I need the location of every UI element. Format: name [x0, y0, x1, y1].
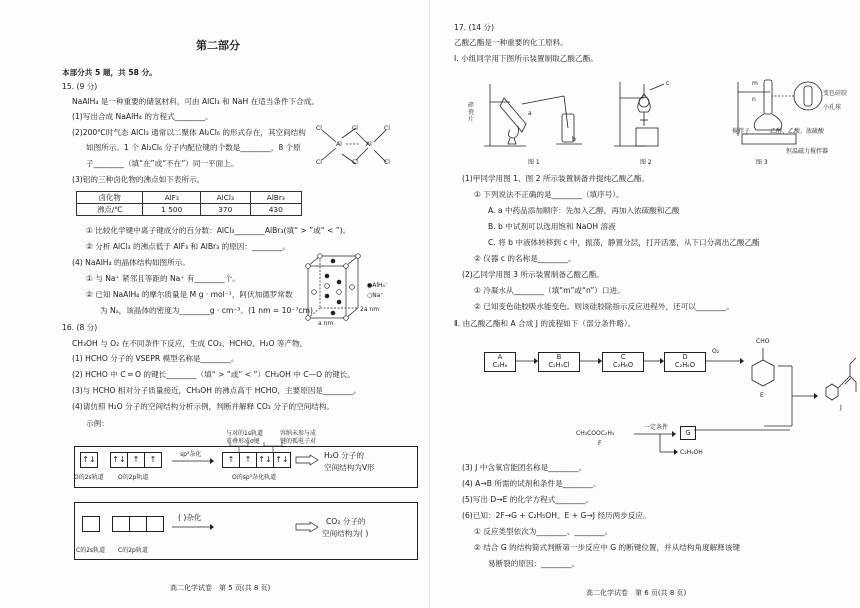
q17-sub1-1: ① 下列说法不正确的是________（填序号）。 [474, 190, 624, 199]
q17-sub2-1: ① 冷凝水从________（填“m”或“n”）口进。 [474, 286, 625, 295]
fig2-label-c: c [666, 80, 670, 87]
q17-sub2: (2)乙同学用图 3 所示装置制备乙酸乙酯。 [462, 270, 604, 279]
right-page [430, 0, 860, 608]
q15-part4-sub2-line2: 为 Nₐ，该晶体的密度为________g · cm⁻³。(1 nm = 10⁻⁷cm) [100, 306, 313, 315]
q15-head: 15. (9 分) [62, 82, 98, 91]
compound-j-label: J [840, 404, 842, 411]
table-cell: 430 [250, 204, 301, 216]
reagent-mix-label: 乙醇、乙酸、浓硫酸 [770, 128, 825, 135]
co2-result-line1: CO₂ 分子的 [326, 517, 366, 526]
figure1-caption: 图 1 [528, 159, 540, 166]
annotation-sigma: 与对的1s轨道 [226, 430, 263, 437]
c-2s-orbital-blank [82, 516, 100, 532]
annotation-sigma-2: 重叠形成σ键 [226, 438, 260, 445]
table-cell: 1 500 [143, 204, 201, 216]
q15-part2-line1: (2)200℃时气态 AlCl₃ 通常以二聚体 Al₂Cl₆ 的形式存在，其空间结构 [72, 128, 306, 137]
chlorine-label: Cl [316, 159, 322, 166]
option-a: A. a 中药品添加顺序：先加入乙醇，再加入浓硫酸和乙酸 [488, 206, 680, 215]
h2o-result-line1: H₂O 分子的 [324, 451, 364, 460]
table-cell: 沸点/℃ [77, 204, 143, 216]
dimension-a-label: a nm [318, 320, 334, 327]
c-2p-orbital-blank [129, 516, 147, 532]
option-b: B. b 中试剂可以选用饱和 NaOH 溶液 [488, 222, 616, 231]
q17-sub2-2: ② 已知变色硅胶吸水能变色。则该硅胶除指示反应进程外，还可以________。 [474, 302, 734, 311]
q16-stem: CH₃OH 与 O₂ 在不同条件下反应，生成 CO₂、HCHO、H₂O 等产物。 [72, 339, 308, 348]
q15-part3-sub2: ② 分析 AlCl₃ 的沸点低于 AlF₃ 和 AlBr₃ 的原因：________。 [86, 242, 290, 251]
q15-part3: (3)铝的三种卤化物的沸点如下表所示。 [72, 175, 205, 184]
table-row [77, 204, 302, 216]
fig1-label-b: b [572, 136, 576, 143]
q16-part2: (2) HCHO 中 C ═ O 的键长________（填“ > ”或“ < ”）CH₃OH 中 C—O 的键长。 [72, 370, 355, 379]
fig3-label-m: m [752, 80, 758, 87]
aldehyde-group-label: CHO [756, 338, 770, 345]
o-sp3-label: O的sp³杂化轨道 [232, 474, 277, 481]
broken-porcelain-label: 碎瓷片 [468, 102, 475, 123]
g-to-merge-line [694, 426, 790, 434]
o-2p-orbital: ↑↓ [110, 452, 128, 468]
q16-part3: (3)与 HCHO 相对分子质量接近，CH₃OH 的沸点高于 HCHO，主要原因是________。 [72, 386, 361, 395]
chlorine-label: Cl [384, 125, 390, 132]
chlorine-label: Cl [316, 125, 322, 132]
flow-arrows [514, 356, 744, 366]
q17-part2: Ⅱ. 由乙酸乙酯和 A 合成 J 的流程如下（部分条件略）。 [454, 319, 636, 328]
q15-stem: NaAlH₄ 是一种重要的储氢材料，可由 AlCl₃ 和 NaH 在适当条件下合成。 [72, 97, 319, 106]
sp3-orbital: ↑↓ [273, 452, 291, 468]
q15-part1: (1)写出合成 NaAlH₄ 的方程式________。 [72, 112, 213, 121]
o-2s-label: O的2s轨道 [74, 474, 104, 481]
ethanol-byproduct-label: C₂H₅OH [680, 449, 703, 456]
figure2-apparatus [610, 76, 690, 152]
q17-stem: 乙酸乙酯是一种重要的化工原料。 [454, 38, 568, 47]
q17-sub6: (6)已知：2F→G + C₂H₅OH。E + G→J 经历两步反应。 [462, 511, 651, 520]
compound-c-letter: C [620, 353, 626, 361]
table-cell: AlBr₃ [250, 192, 301, 204]
q16-part1: (1) HCHO 分子的 VSEPR 模型名称是________。 [72, 354, 239, 363]
arrow-icon [172, 522, 214, 532]
q16-head: 16. (8 分) [62, 323, 98, 332]
fig3-label-n: n [752, 96, 756, 103]
page-footer-right: 高二化学试卷 第 6 页(共 8 页) [586, 589, 687, 597]
example-label: 示例： [86, 419, 109, 428]
table-cell: 卤化物 [77, 192, 143, 204]
condition-label: 一定条件 [644, 424, 669, 431]
q17-sub4: (4) A→B 所需的试剂和条件是________。 [462, 479, 601, 488]
q15-part2-line2: 如图所示。1 个 Al₂Cl₆ 分子内配位键的个数是________，8 个原 [86, 143, 301, 152]
fig1-label-a: a [528, 110, 532, 117]
chlorine-label: Cl [352, 125, 358, 132]
option-c: C. 将 b 中液体转移到 c 中，振荡，静置分层，打开活塞，从下口分离出乙酸乙酯 [488, 238, 760, 247]
c-2p-orbital-blank [146, 516, 164, 532]
aluminum-label: Al [366, 141, 372, 148]
c-2p-label: C的2p轨道 [118, 547, 148, 554]
oxygen-reagent-label: O₂ [712, 348, 720, 355]
h2o-result-line2: 空间结构为V形 [324, 463, 375, 472]
naalh4-crystal-diagram [302, 252, 364, 324]
sp3-label: sp³杂化 [180, 451, 202, 458]
compound-j-structure [820, 346, 860, 402]
chlorine-label: Cl [352, 159, 358, 166]
section-intro: 本部分共 5 题，共 58 分。 [62, 68, 157, 77]
compound-f-label: F [598, 440, 602, 447]
compound-e-structure [748, 348, 778, 392]
compound-a-formula: C₂H₆ [492, 361, 508, 369]
legend-anion: ●AlH₄⁻ [367, 282, 389, 289]
q17-sub3: (3) J 中含氧官能团名称是________。 [462, 463, 587, 472]
q15-part4-sub2-line1: ② 已知 NaAlH₄ 的摩尔质量是 M g · mol⁻¹，阿伏加德罗常数 [86, 290, 293, 299]
sp3-orbital: ↑ [239, 452, 257, 468]
q17-sub6-2-line1: ② 结合 G 的结构简式判断第一步反应中 G 的断键位置，并从结构角度解释该键 [474, 543, 741, 552]
q17-sub1: (1)甲同学用图 1、图 2 所示装置制备并提纯乙酸乙酯。 [462, 174, 650, 183]
compound-e-label: E [760, 392, 764, 399]
sp3-orbital: ↑ [222, 452, 240, 468]
c-2p-orbital-blank [112, 516, 130, 532]
table-header-row [77, 192, 302, 204]
annotation-lone-pair: 容纳未参与成 [280, 430, 317, 437]
o-2p-orbital: ↑ [127, 452, 145, 468]
figure1-apparatus [482, 80, 586, 152]
q15-part4: (4) NaAlH₄ 的晶体结构如图所示。 [72, 258, 190, 267]
magnetic-stirrer-label: 恒温磁力搅拌器 [786, 148, 829, 155]
annotation-bracket [222, 442, 290, 452]
compound-d-formula: C₂H₄O [674, 361, 696, 369]
q17-head: 17. (14 分) [454, 23, 495, 32]
annotation-lone-pair-2: 键的孤电子对 [280, 438, 317, 445]
compound-c-formula: C₂H₆O [612, 361, 634, 369]
result-arrow-icon [296, 522, 318, 532]
table-cell: 370 [200, 204, 250, 216]
compound-b-letter: B [556, 353, 562, 361]
f-to-g-arrow [634, 428, 678, 458]
figure3-caption: 图 3 [756, 159, 768, 166]
q16-part4: (4)请仿照 H₂O 分子的空间结构分析示例，判断并解释 CO₂ 分子的空间结构。 [72, 402, 335, 411]
legend-cation: ○Na⁺ [367, 292, 384, 299]
o-2p-label: O的2p轨道 [118, 474, 149, 481]
q15-part4-sub1: ① 与 Na⁺ 紧邻且等距的 Na⁺ 有________个。 [86, 274, 240, 283]
q15-part3-sub1: ① 比较化学键中离子键成分的百分数：AlCl₃________AlBr₃(填“ > ”或“ < ”)。 [86, 226, 351, 235]
result-arrow-icon [296, 455, 318, 465]
compound-a-letter: A [497, 353, 503, 361]
hybridization-blank: ( )杂化 [178, 513, 202, 522]
chlorine-label: Cl [384, 159, 390, 166]
table-cell: AlF₃ [143, 192, 201, 204]
table-cell: AlCl₃ [200, 192, 250, 204]
figure2-caption: 图 2 [640, 159, 652, 166]
q15-part2-line3: 子________（填“在”或“不在”）同一平面上。 [86, 159, 239, 168]
perforated-ball-label: 小孔球 [823, 104, 842, 111]
halide-boiling-point-table [76, 191, 302, 216]
compound-g-label: G [685, 429, 691, 437]
c-2s-label: C的2s轨道 [76, 547, 106, 554]
q17-sub6-2-line2: 易断裂的原因：________。 [488, 559, 580, 568]
compound-d-letter: D [682, 353, 688, 361]
stirrer-label: 搅拌子 [732, 128, 751, 135]
q17-sub1-2: ② 仪器 c 的名称是________。 [474, 254, 576, 263]
q17-sub6-1: ① 反应类型依次为________、________。 [474, 527, 613, 536]
dimension-2a-label: 2a nm [360, 306, 380, 313]
o-2s-orbital: ↑↓ [80, 452, 98, 468]
silica-gel-label: 变色硅胶 [823, 90, 848, 97]
aluminum-label: Al [336, 141, 342, 148]
q17-part1: Ⅰ. 小组同学用下图所示装置制取乙酸乙酯。 [454, 54, 598, 63]
o-2p-orbital: ↑ [144, 452, 162, 468]
arrow-icon [172, 456, 214, 466]
compound-a-box [484, 352, 516, 372]
q17-sub5: (5)写出 D→E 的化学方程式________。 [462, 495, 594, 504]
compound-f-formula: CH₃COOC₂H₅ [576, 430, 615, 437]
section-title: 第二部分 [196, 39, 240, 52]
compound-b-formula: C₂H₅Cl [548, 361, 570, 369]
sp3-orbital: ↑↓ [256, 452, 274, 468]
co2-result-line2: 空间结构为( ) [322, 529, 369, 538]
page-footer-left: 高二化学试卷 第 5 页(共 8 页) [170, 584, 271, 592]
